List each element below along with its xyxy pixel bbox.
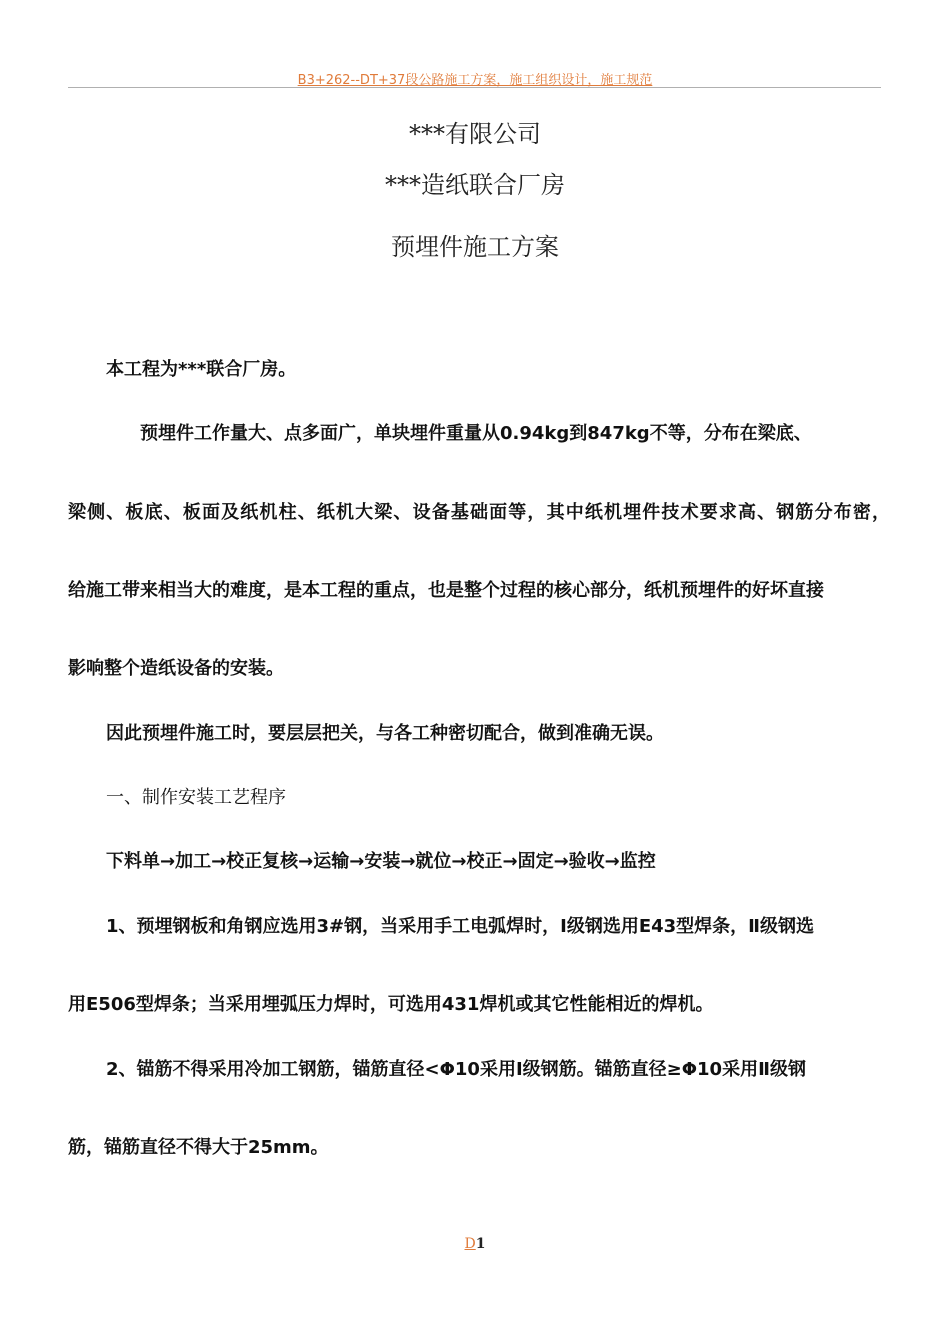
- list-item: 1、预埋钢板和角钢应选用3#钢，当采用手工电弧焊时，Ⅰ级钢选用E43型焊条，Ⅱ级钢选: [106, 916, 815, 937]
- footer-prefix-link[interactable]: D: [464, 1236, 476, 1252]
- document-title: 预埋件施工方案: [391, 233, 559, 261]
- project-title: ***造纸联合厂房: [385, 171, 565, 199]
- paragraph-line: 影响整个造纸设备的安装。: [68, 658, 284, 679]
- paragraph-line: 预埋件工作量大、点多面广，单块埋件重量从0.94kg到847kg不等，分布在梁底、: [140, 423, 812, 444]
- list-item: 2、锚筋不得采用冷加工钢筋，锚筋直径<Φ10采用Ⅰ级钢筋。锚筋直径≥Φ10采用Ⅱ级钢: [106, 1059, 806, 1080]
- section-heading: 一、制作安装工艺程序: [106, 787, 286, 808]
- header-divider: [68, 87, 881, 88]
- page-number: 1: [475, 1236, 486, 1252]
- page-footer: [0, 1236, 950, 1252]
- paragraph-coordination: 因此预埋件施工时，要层层把关，与各工种密切配合，做到准确无误。: [106, 723, 664, 744]
- list-item-continuation: 筋，锚筋直径不得大于25mm。: [68, 1137, 329, 1158]
- company-title: ***有限公司: [409, 120, 541, 148]
- header-link[interactable]: B3+262--DT+37段公路施工方案，施工组织设计，施工规范: [297, 73, 653, 88]
- paragraph-intro: 本工程为***联合厂房。: [106, 359, 297, 380]
- paragraph-line: 梁侧、板底、板面及纸机柱、纸机大梁、设备基础面等，其中纸机埋件技术要求高、钢筋分布密，: [68, 502, 890, 523]
- paragraph-line: 给施工带来相当大的难度，是本工程的重点，也是整个过程的核心部分，纸机预埋件的好坏直接: [68, 580, 824, 601]
- list-item-continuation: 用E506型焊条；当采用埋弧压力焊时，可选用431焊机或其它性能相近的焊机。: [68, 994, 714, 1015]
- process-flow: 下料单→加工→校正复核→运输→安装→就位→校正→固定→验收→监控: [106, 851, 656, 872]
